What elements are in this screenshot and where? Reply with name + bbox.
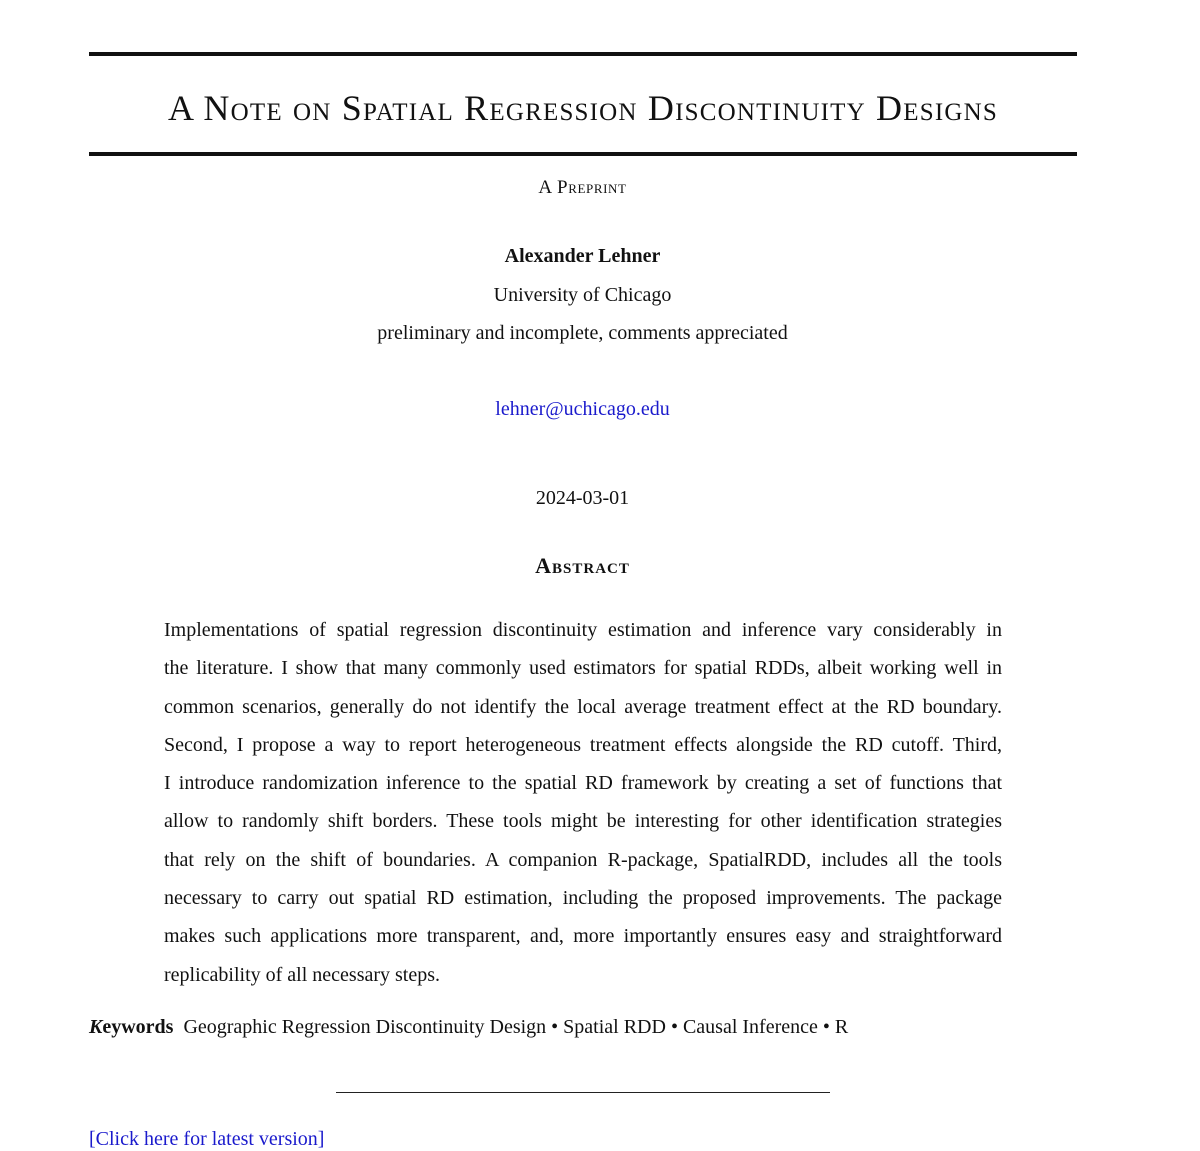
paper-title: A Note on Spatial Regression Discontinuity Designs: [168, 88, 998, 128]
email-link[interactable]: lehner@uchicago.edu: [495, 398, 670, 420]
author-affiliation: University of Chicago: [493, 284, 672, 306]
paper-date: 2024-03-01: [535, 487, 630, 509]
abstract-line: Implementations of spatial regression discontinuity estimation and inference vary considerably in: [164, 619, 1002, 641]
abstract-line: common scenarios, generally do not identify the local average treatment effect at the RD boundary.: [164, 695, 1002, 718]
abstract-line: makes such applications more transparent, and, more importantly ensures easy and straightforward: [164, 925, 1002, 948]
abstract-line: the literature. I show that many commonly used estimators for spatial RDDs, albeit working well in: [164, 657, 1002, 680]
abstract-heading: Abstract: [535, 553, 630, 578]
abstract-body: [164, 611, 1002, 994]
title-rule-bottom: [89, 152, 1077, 156]
author-note: preliminary and incomplete, comments appreciated: [377, 322, 788, 344]
author-email: [0, 398, 1165, 421]
abstract-line: I introduce randomization inference to the spatial RD framework by creating a set of functions that: [164, 772, 1002, 795]
abstract-line: replicability of all necessary steps.: [164, 963, 441, 986]
footnote-rule: [336, 1092, 830, 1093]
preprint-label: A Preprint: [538, 177, 627, 198]
author-name: Alexander Lehner: [504, 245, 661, 267]
keywords-text: Geographic Regression Discontinuity Design • Spatial RDD • Causal Inference • R: [183, 1016, 849, 1038]
abstract-line: that rely on the shift of boundaries. A companion R-package, SpatialRDD, includes all the tools: [164, 848, 1002, 871]
keywords-label-rest: eywords: [102, 1016, 174, 1038]
abstract-line: allow to randomly shift borders. These tools might be interesting for other identification strategies: [164, 810, 1002, 833]
title-rule-top: [89, 52, 1077, 56]
abstract-line: necessary to carry out spatial RD estimation, including the proposed improvements. The package: [164, 887, 1002, 910]
keywords-row: [89, 1016, 1089, 1039]
latest-version-link[interactable]: [Click here for latest version]: [89, 1128, 325, 1150]
abstract-line: Second, I propose a way to report heterogeneous treatment effects alongside the RD cutoff. Third,: [164, 733, 1002, 756]
keywords-label-initial: K: [89, 1016, 103, 1038]
keywords-label: [89, 1016, 173, 1038]
